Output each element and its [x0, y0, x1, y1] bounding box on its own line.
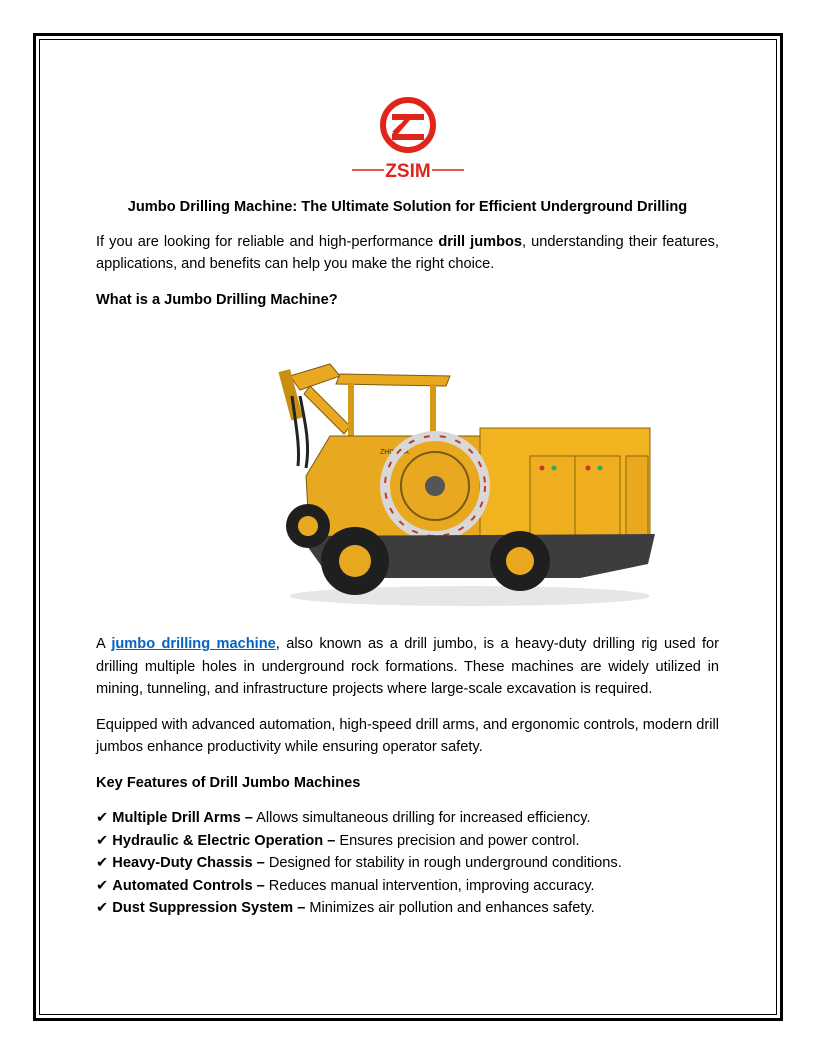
- drill-jumbo-image: [270, 356, 660, 612]
- feature-label: Dust Suppression System –: [112, 900, 306, 916]
- feature-text: Designed for stability in rough underground conditions.: [264, 855, 622, 871]
- jumbo-drilling-machine-link[interactable]: jumbo drilling machine: [111, 636, 276, 652]
- page-title: Jumbo Drilling Machine: The Ultimate Solution for Efficient Underground Drilling: [127, 199, 688, 215]
- checkmark-icon: ✔: [96, 855, 109, 871]
- feature-label: Automated Controls –: [112, 877, 265, 894]
- feature-label: Multiple Drill Arms –: [112, 810, 253, 826]
- intro-bold: drill jumbos: [438, 233, 523, 250]
- checkmark-icon: ✔: [96, 810, 109, 826]
- intro-text-before: If you are looking for reliable and high-performance: [96, 233, 439, 250]
- feature-item: [96, 852, 719, 875]
- feature-item: [96, 897, 719, 920]
- feature-text: Ensures precision and power control.: [335, 832, 580, 849]
- intro-text-after: , understanding their features, applications, and benefits can help you make the right choice.: [96, 233, 719, 272]
- section-heading-what-is: What is a Jumbo Drilling Machine?: [96, 291, 338, 308]
- feature-item: [96, 830, 719, 853]
- definition-text-before: A: [96, 636, 112, 652]
- section-heading-key-features: Key Features of Drill Jumbo Machines: [96, 774, 361, 791]
- definition-text-after: , also known as a drill jumbo, is a heavy-duty drilling rig used for drilling multiple holes in underground rock formations. These machines are widely utilized in mining, tunneling, and infrastructure projects where large-scale excavation is required.: [96, 636, 720, 697]
- equipment-paragraph: Equipped with advanced automation, high-speed drill arms, and ergonomic controls, modern drill jumbos enhance productivity while ensuring operator safety.: [96, 716, 720, 755]
- checkmark-icon: ✔: [96, 832, 109, 849]
- intro-paragraph: [96, 231, 719, 276]
- checkmark-icon: ✔: [96, 900, 109, 916]
- feature-text: Reduces manual intervention, improving accuracy.: [264, 877, 595, 894]
- zsim-logo: [348, 94, 468, 186]
- definition-paragraph: [96, 633, 719, 701]
- feature-label: Heavy-Duty Chassis –: [112, 855, 265, 871]
- feature-list: [96, 807, 719, 920]
- document-body-bottom: [96, 633, 719, 920]
- checkmark-icon: ✔: [96, 877, 109, 894]
- feature-text: Allows simultaneous drilling for increased efficiency.: [252, 810, 591, 826]
- plate-text: ZH05S-A: [380, 449, 409, 456]
- feature-text: Minimizes air pollution and enhances safety.: [305, 900, 595, 916]
- document-body-top: [96, 196, 719, 324]
- feature-label: Hydraulic & Electric Operation –: [112, 832, 336, 849]
- feature-item: [96, 807, 719, 830]
- feature-item: [96, 875, 719, 898]
- logo-text: ZSIM: [385, 161, 431, 182]
